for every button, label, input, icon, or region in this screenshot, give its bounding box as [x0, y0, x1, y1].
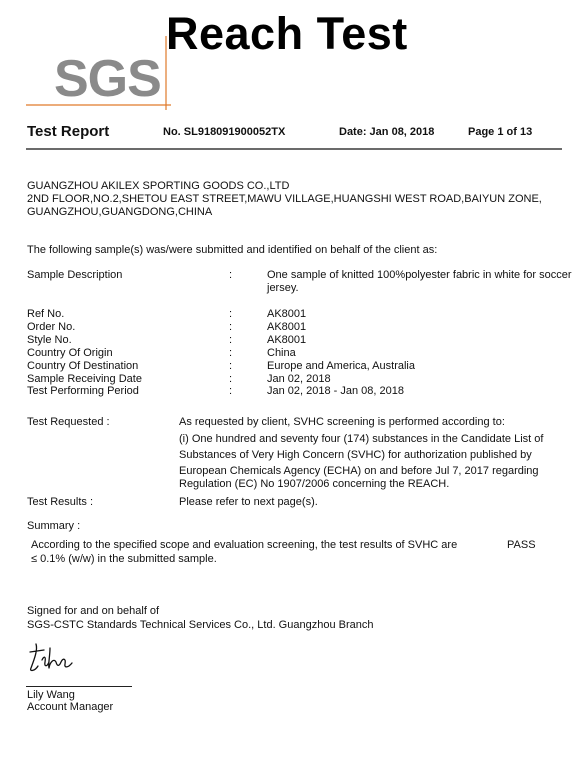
page-indicator: Page 1 of 13 [468, 126, 533, 138]
summary-label: Summary : [27, 520, 81, 532]
country-of-destination-value: Europe and America, Australia [267, 360, 415, 372]
signature-line [26, 686, 132, 687]
test-requested-line1: As requested by client, SVHC screening is performed according to: [179, 416, 505, 428]
test-requested-line3: Substances of Very High Concern (SVHC) for authorization published by [179, 449, 532, 461]
test-performing-period-separator: : [229, 385, 233, 397]
country-of-destination-label: Country Of Destination [27, 360, 139, 372]
order-no-label: Order No. [27, 321, 76, 333]
summary-line1: According to the specified scope and evaluation screening, the test results of SVHC are [31, 539, 458, 551]
summary-verdict: PASS [507, 539, 536, 551]
handwritten-signature [26, 640, 86, 674]
country-of-origin-separator: : [229, 347, 233, 359]
style-no-value: AK8001 [267, 334, 307, 346]
test-requested-label: Test Requested : [27, 416, 110, 428]
order-no-separator: : [229, 321, 233, 333]
intro-text: The following sample(s) was/were submitted and identified on behalf of the client as: [27, 244, 438, 256]
sgs-logo-text: SGS [54, 50, 161, 108]
test-requested-line5: Regulation (EC) No 1907/2006 concerning the REACH. [179, 478, 450, 490]
sample-description-value: One sample of knitted 100%polyester fabric in white for soccer jersey. [267, 269, 572, 294]
ref-no-separator: : [229, 308, 233, 320]
signatory-name: Lily Wang [27, 689, 75, 701]
report-date: Date: Jan 08, 2018 [339, 126, 435, 138]
style-no-label: Style No. [27, 334, 72, 346]
sample-receiving-date-value: Jan 02, 2018 [267, 373, 331, 385]
sgs-logo [26, 18, 186, 118]
country-of-origin-label: Country Of Origin [27, 347, 113, 359]
report-number: No. SL918091900052TX [163, 126, 286, 138]
client-address-line2: GUANGZHOU,GUANGDONG,CHINA [27, 206, 213, 218]
country-of-destination-separator: : [229, 360, 233, 372]
signed-on-behalf-line: Signed for and on behalf of [27, 605, 160, 617]
sample-description-label: Sample Description [27, 269, 123, 281]
test-requested-line2: (i) One hundred and seventy four (174) substances in the Candidate List of [179, 433, 544, 445]
report-label: Test Report [27, 123, 110, 140]
test-results-label: Test Results : [27, 496, 94, 508]
client-address-line1: 2ND FLOOR,NO.2,SHETOU EAST STREET,MAWU VILLAGE,HUANGSHI WEST ROAD,BAIYUN ZONE, [27, 193, 542, 205]
sample-description-separator: : [229, 269, 233, 281]
sample-receiving-date-separator: : [229, 373, 233, 385]
ref-no-value: AK8001 [267, 308, 307, 320]
country-of-origin-value: China [267, 347, 296, 359]
summary-line2: ≤ 0.1% (w/w) in the submitted sample. [31, 553, 217, 565]
test-results-value: Please refer to next page(s). [179, 496, 318, 508]
order-no-value: AK8001 [267, 321, 307, 333]
test-performing-period-label: Test Performing Period [27, 385, 139, 397]
sample-receiving-date-label: Sample Receiving Date [27, 373, 142, 385]
client-name: GUANGZHOU AKILEX SPORTING GOODS CO.,LTD [27, 180, 290, 192]
signatory-title: Account Manager [27, 701, 114, 713]
style-no-separator: : [229, 334, 233, 346]
ref-no-label: Ref No. [27, 308, 65, 320]
test-requested-line4: European Chemicals Agency (ECHA) on and before Jul 7, 2017 regarding [179, 465, 539, 477]
test-performing-period-value: Jan 02, 2018 - Jan 08, 2018 [267, 385, 404, 397]
signing-company: SGS-CSTC Standards Technical Services Co., Ltd. Guangzhou Branch [27, 619, 374, 631]
header-divider [26, 148, 562, 150]
banner-title: Reach Test [166, 8, 408, 59]
